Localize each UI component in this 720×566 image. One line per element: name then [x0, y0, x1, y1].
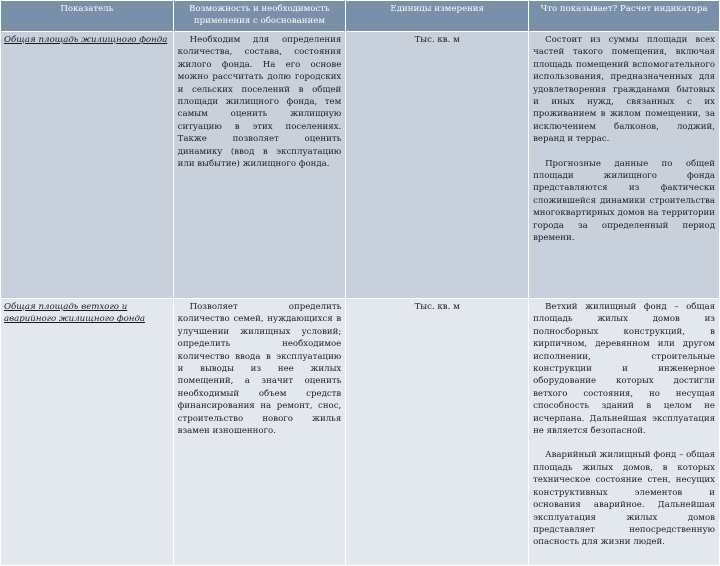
table-row — [1, 32, 720, 299]
cell-indicator: Общая площадь ветхого и аварийного жилищного фонда — [1, 299, 174, 566]
cell-units: Тыс. кв. м — [346, 32, 529, 299]
header-units: Единицы измерения — [346, 1, 529, 32]
header-possibility: Возможность и необходимость применения с обоснованием — [173, 1, 346, 32]
cell-shows — [529, 299, 720, 566]
cell-shows — [529, 32, 720, 299]
cell-shows-paragraph: Аварийный жилищный фонд – общая площадь жилых домов, в которых техническое состояние стен, несущих конструктивных элементов и основания аварийное. Дальнейшая эксплуатация жилых домов представляет непосредственную опасность для жизни людей. — [533, 450, 715, 548]
cell-shows-paragraph: Состоит из суммы площади всех частей такого помещения, включая площадь помещений вспомогательного использования, предназначенных для удовлетворения гражданами бытовых и иных нужд, связанных с их проживанием в жилом помещении, за исключением балконов, лоджий, веранд и террас. — [533, 35, 715, 145]
table-row — [1, 299, 720, 566]
header-indicator: Показатель — [1, 1, 174, 32]
cell-shows-paragraph: Прогнозные данные по общей площади жилищного фонда представляются из фактически сложившейся динамики строительства многоквартирных домов на территории города за определенный период времени. — [533, 158, 715, 244]
cell-shows-paragraph: Ветхий жилищный фонд – общая площадь жилых домов из полносборных конструкций, в кирпичном, деревянном или другом исполнении, строительные конструкции и инженерное оборудование которых достигли ветхого состояния, но несущая способность зданий в целом не исчерпана. Дальнейшая эксплуатация не является безопасной. — [533, 302, 715, 437]
cell-possibility: Необходим для определения количества, состава, состояния жилого фонда. На его основе можно рассчитать долю городских и сельских поселений в общей площади жилищного фонда, тем самым оценить жилищную ситуацию в этих поселениях. Также позволяет оценить динамику (ввод в эксплуатацию или выбытие) жилищного фонда. — [173, 32, 346, 299]
header-shows: Что показывает? Расчет индикатора — [529, 1, 720, 32]
cell-possibility: Позволяет определить количество семей, нуждающихся в улучшении жилищных условий; определить необходимое количество ввода в эксплуатацию и выводы из нее жилых помещений, а значит оценить необходимый объем средств финансирования на ремонт, снос, строительство нового жилья взамен изношенного. — [173, 299, 346, 566]
cell-indicator: Общая площадь жилищного фонда — [1, 32, 174, 299]
table-header-row — [1, 1, 720, 32]
cell-units: Тыс. кв. м — [346, 299, 529, 566]
